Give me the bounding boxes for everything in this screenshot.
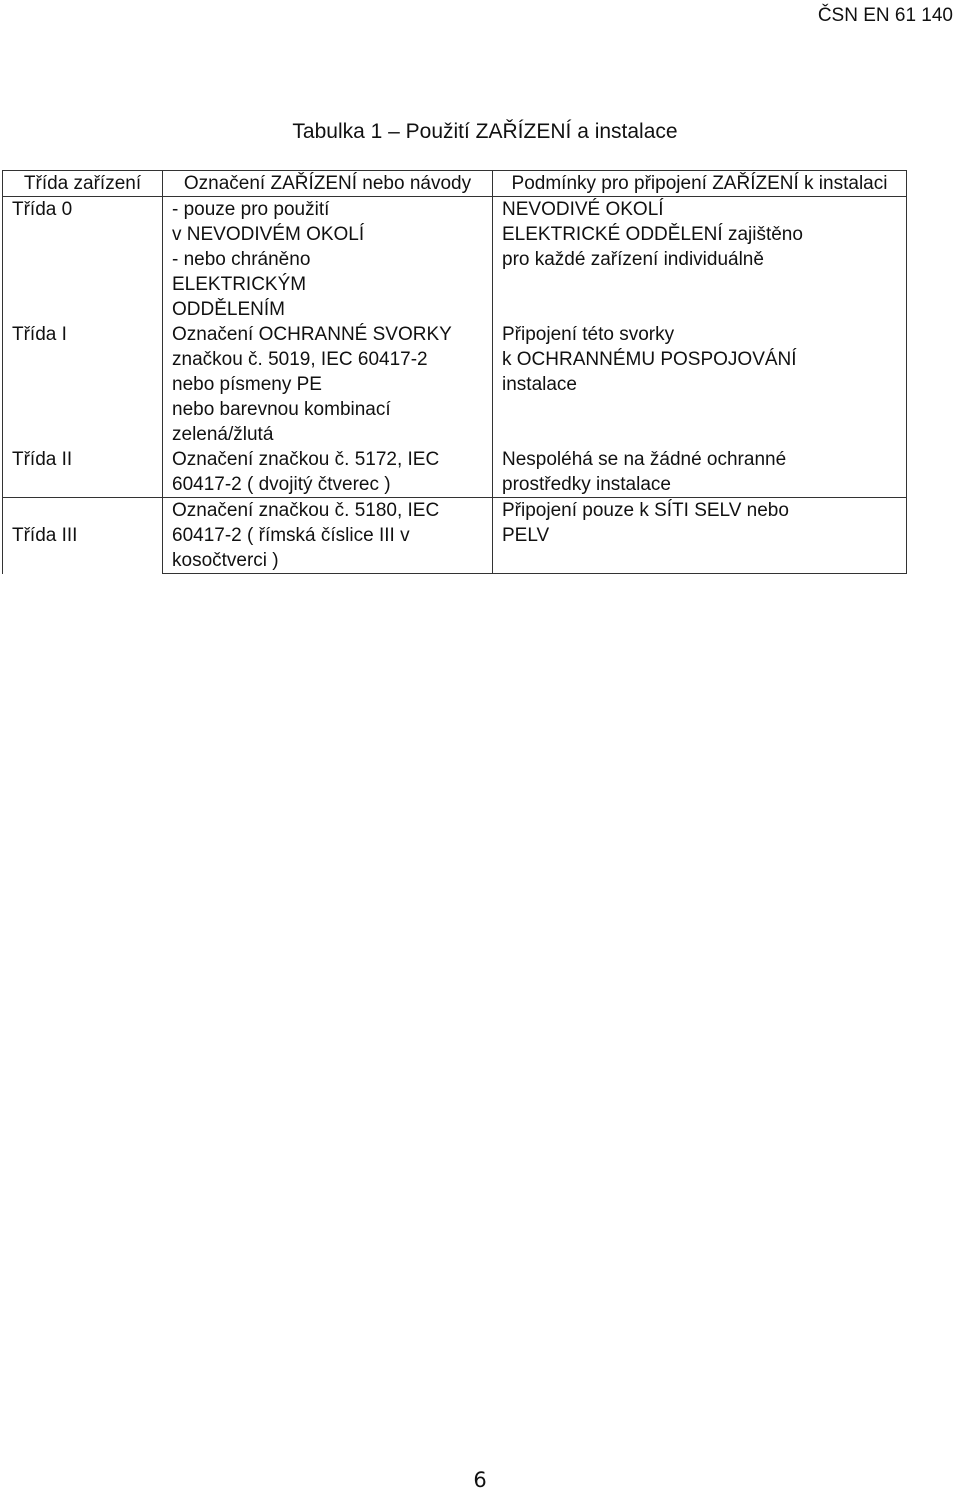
table-row bbox=[3, 322, 907, 347]
condition-line: prostředky instalace bbox=[493, 472, 907, 498]
table-row bbox=[3, 498, 907, 524]
usage-table bbox=[2, 170, 907, 574]
column-header-class: Třída zařízení bbox=[3, 171, 163, 197]
marking-line: Označení značkou č. 5180, IEC bbox=[163, 498, 493, 524]
condition-line: ELEKTRICKÉ ODDĚLENÍ zajištěno bbox=[493, 222, 907, 247]
marking-line: nebo barevnou kombinací bbox=[163, 397, 493, 422]
class-cell: Třída 0 bbox=[3, 197, 163, 323]
class-cell: Třída II bbox=[3, 447, 163, 498]
column-header-marking: Označení ZAŘÍZENÍ nebo návody bbox=[163, 171, 493, 197]
marking-line: kosočtverci ) bbox=[163, 548, 493, 574]
marking-line: ELEKTRICKÝM bbox=[163, 272, 493, 297]
class-cell: Třída III bbox=[3, 498, 163, 574]
condition-line: k OCHRANNÉMU POSPOJOVÁNÍ bbox=[493, 347, 907, 372]
table-row bbox=[3, 447, 907, 472]
marking-line: 60417-2 ( dvojitý čtverec ) bbox=[163, 472, 493, 498]
table-row bbox=[3, 197, 907, 223]
table-title bbox=[0, 120, 960, 144]
marking-line: ODDĚLENÍM bbox=[163, 297, 493, 322]
marking-line: zelená/žlutá bbox=[163, 422, 493, 447]
column-header-conditions: Podmínky pro připojení ZAŘÍZENÍ k instalaci bbox=[493, 171, 907, 197]
document-id: ČSN EN 61 140 bbox=[817, 5, 953, 26]
marking-line: Označení značkou č. 5172, IEC bbox=[163, 447, 493, 472]
marking-line: značkou č. 5019, IEC 60417-2 bbox=[163, 347, 493, 372]
marking-line: - pouze pro použití bbox=[163, 197, 493, 223]
marking-line: Označení OCHRANNÉ SVORKY bbox=[163, 322, 493, 347]
table-header-row bbox=[3, 171, 907, 197]
table-title-text: Tabulka 1 – Použití ZAŘÍZENÍ a instalace bbox=[292, 120, 678, 143]
condition-line: Připojení této svorky bbox=[493, 322, 907, 347]
marking-line: - nebo chráněno bbox=[163, 247, 493, 272]
condition-line: NEVODIVÉ OKOLÍ bbox=[493, 197, 907, 223]
condition-line: Nespoléhá se na žádné ochranné bbox=[493, 447, 907, 472]
marking-line: 60417-2 ( římská číslice III v bbox=[163, 523, 493, 548]
marking-line: nebo písmeny PE bbox=[163, 372, 493, 397]
condition-line: PELV bbox=[493, 523, 907, 548]
condition-line: instalace bbox=[493, 372, 907, 397]
marking-line: v NEVODIVÉM OKOLÍ bbox=[163, 222, 493, 247]
class-cell: Třída I bbox=[3, 322, 163, 447]
page-number: 6 bbox=[473, 1468, 487, 1492]
condition-line: Připojení pouze k SÍTI SELV nebo bbox=[493, 498, 907, 524]
condition-line: pro každé zařízení individuálně bbox=[493, 247, 907, 272]
